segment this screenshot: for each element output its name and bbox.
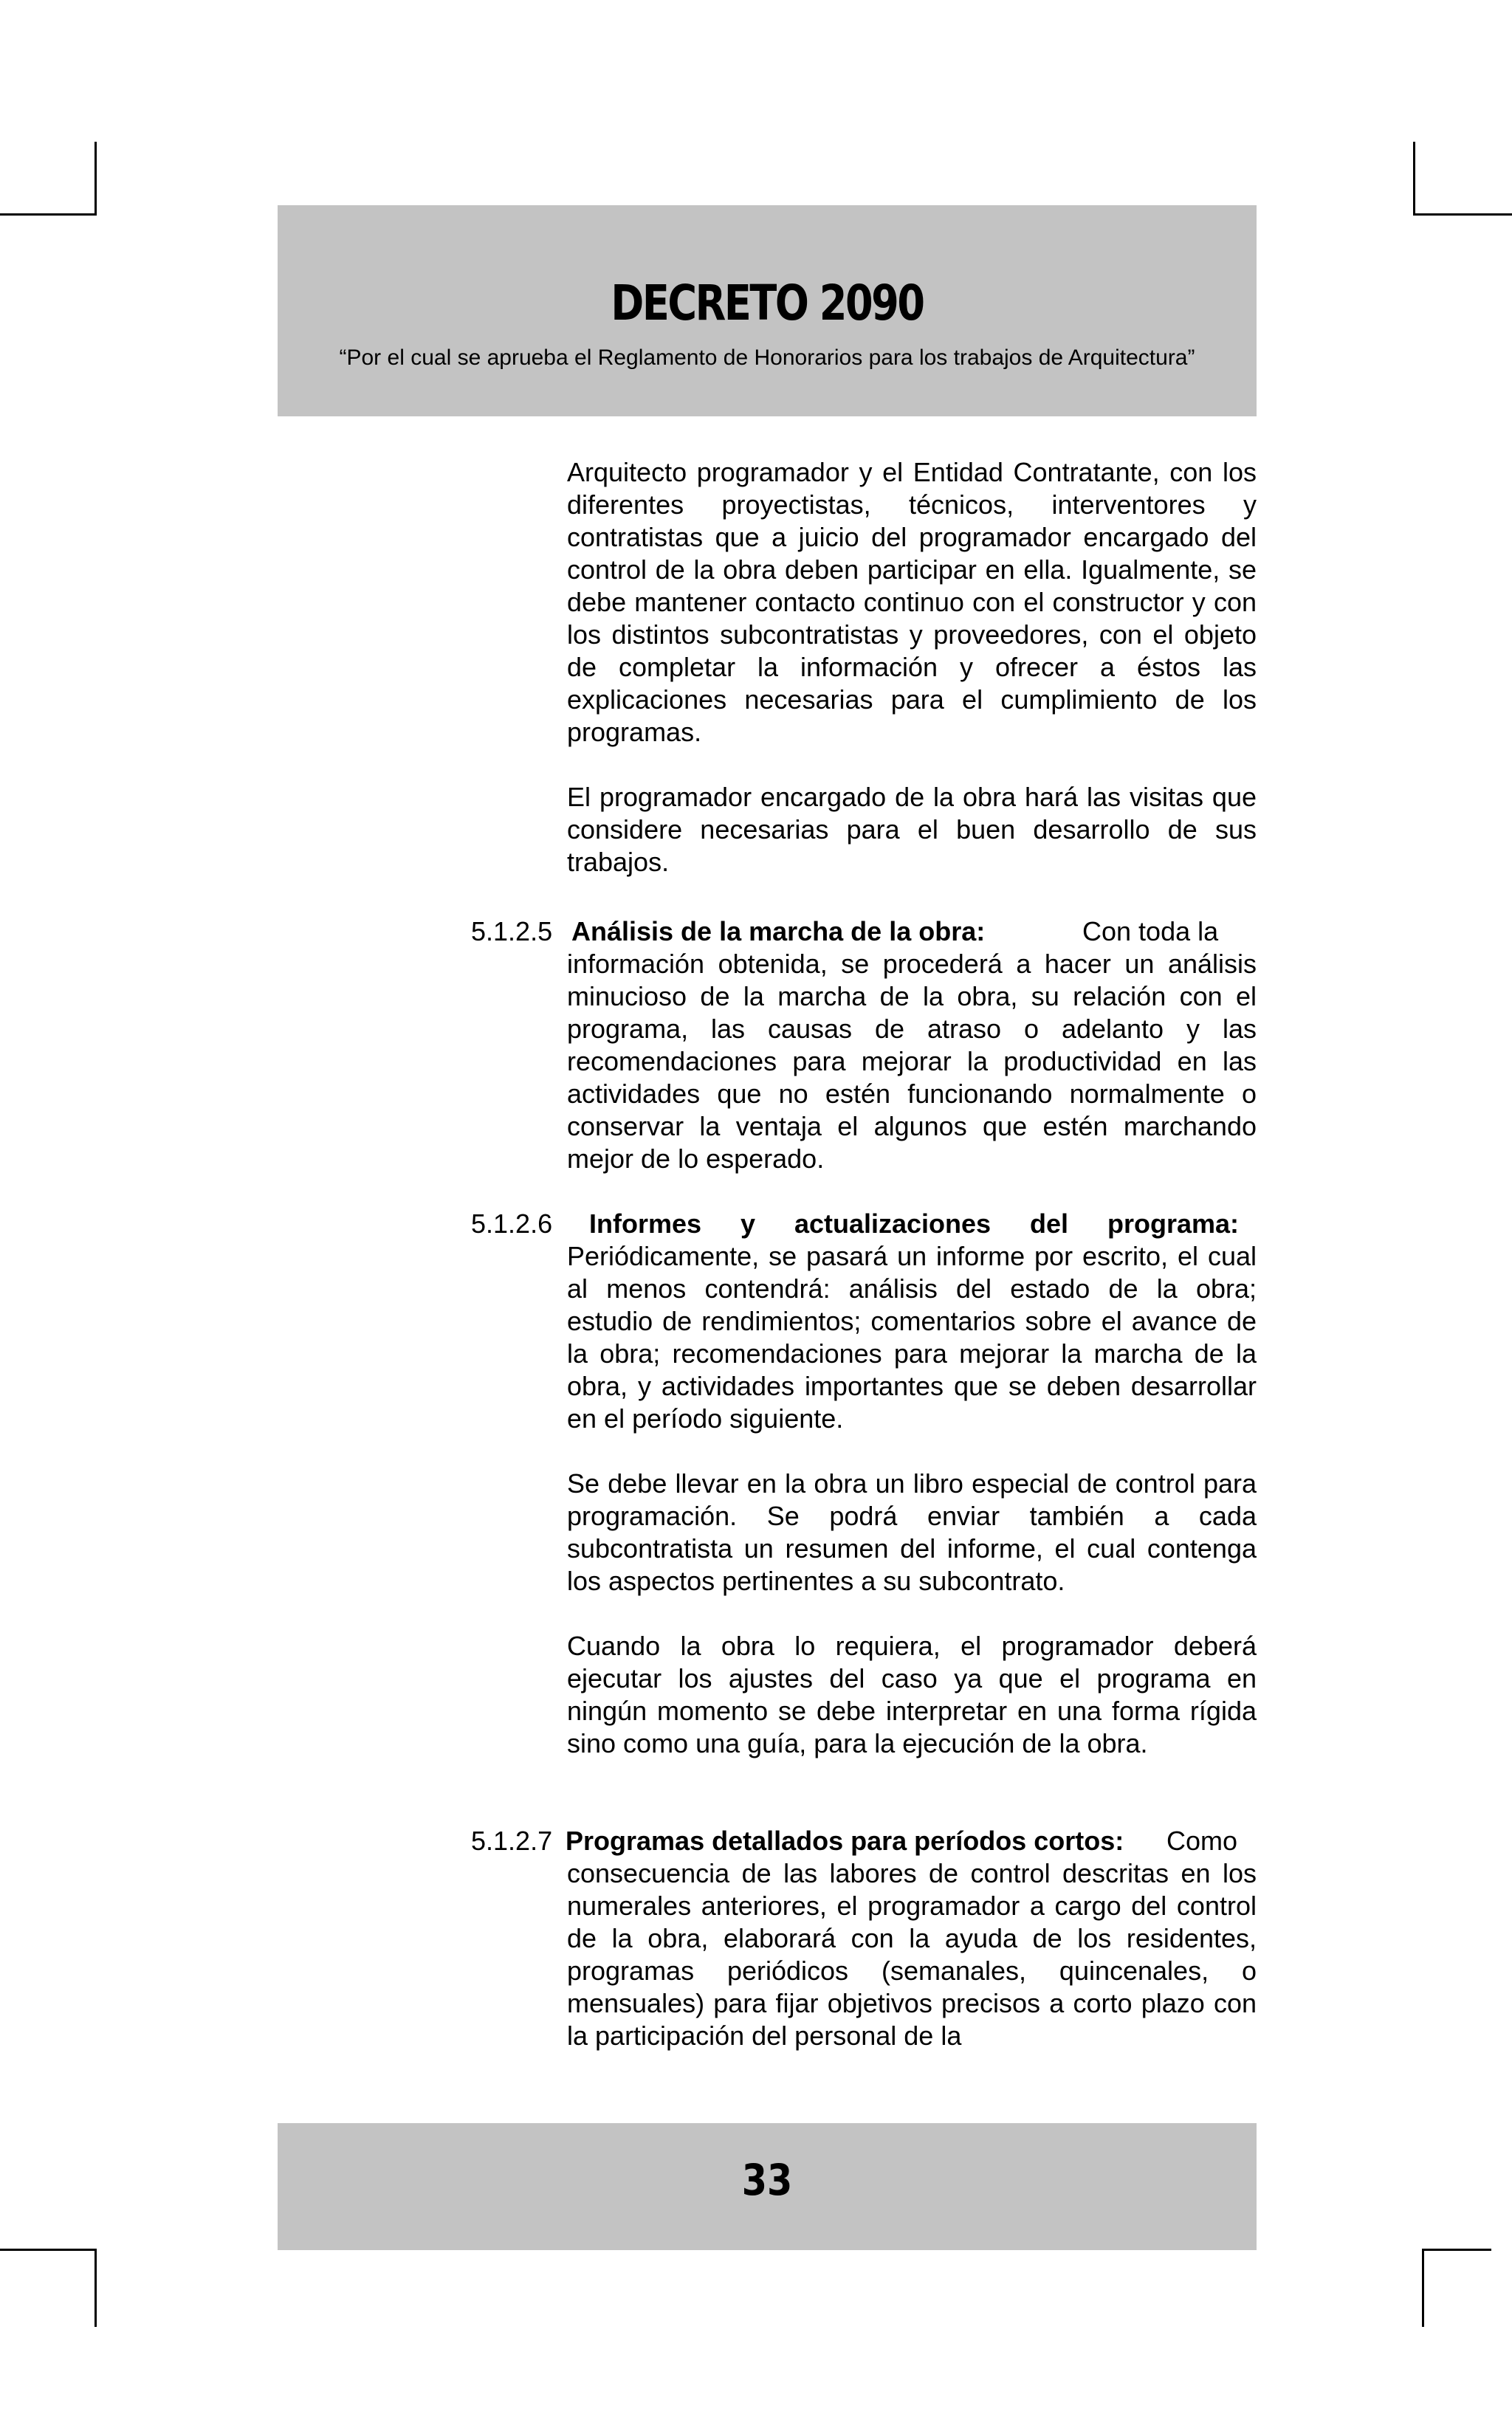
crop-mark-bottom-left-vertical [94, 2249, 97, 2327]
crop-mark-bottom-right-horizontal [1422, 2249, 1491, 2251]
section-body: información obtenida, se procederá a hacer un análisis minucioso de la marcha de la obra, su relación con el programa, las causas de atraso o adelanto y las recomendaciones para mejorar la productividad en las actividades que no estén funcionando normalmente o conservar la ventaja el algunos que estén marchando mejor de lo esperado. [567, 949, 1257, 1174]
section-title: Informes y actualizaciones del programa: [589, 1208, 1239, 1239]
crop-mark-bottom-left-horizontal [0, 2249, 97, 2251]
section-number: 5.1.2.7 [471, 1826, 553, 1856]
section-body: consecuencia de las labores de control descritas en los numerales anteriores, el programador a cargo del control de la obra, elaborará con la ayuda de los residentes, programas periódicos (semanales, quincenales, o mensuales) para fijar objetivos precisos a corto plazo con la participación del personal de la [567, 1858, 1257, 2051]
section-lead-text: Con toda la [1082, 916, 1219, 946]
page-number: 33 [741, 2155, 793, 2205]
crop-mark-top-right-horizontal [1413, 213, 1512, 216]
section-number: 5.1.2.6 [471, 1208, 553, 1239]
section-lead-text: Como [1166, 1826, 1238, 1856]
section-title: Programas detallados para períodos cortos: [566, 1826, 1124, 1856]
body-paragraph-1: Arquitecto programador y el Entidad Contratante, con los diferentes proyectistas, técnicos, interventores y contratistas que a juicio del programador encargado del control de la obra deben participar en ella. Igualmente, se debe mantener contacto continuo con el constructor y con los distintos subcontratistas y proveedores, con el objeto de completar la información y ofrecer a éstos las explicaciones necesarias para el cumplimiento de los programas. [567, 457, 1257, 747]
section-number: 5.1.2.5 [471, 916, 553, 946]
crop-mark-bottom-right-vertical [1422, 2249, 1424, 2327]
section-title: Análisis de la marcha de la obra: [571, 916, 986, 946]
section-heading [566, 1825, 1124, 1857]
footer-band [278, 2123, 1257, 2250]
crop-mark-top-left-horizontal [0, 213, 97, 216]
document-subtitle: “Por el cual se aprueba el Reglamento de Honorarios para los trabajos de Arquitectura” [339, 345, 1195, 370]
header-band [278, 205, 1257, 416]
document-title: DECRETO 2090 [611, 275, 924, 331]
section-heading [589, 1208, 1239, 1240]
section-body-3: Cuando la obra lo requiera, el programador deberá ejecutar los ajustes del caso ya que el programa en ningún momento se debe interpretar en una forma rígida sino como una guía, para la ejecución de la obra. [567, 1631, 1257, 1758]
section-heading [571, 915, 985, 948]
section-body: Periódicamente, se pasará un informe por escrito, el cual al menos contendrá: análisis del estado de la obra; estudio de rendimientos; comentarios sobre el avance de la obra; recomendaciones para mejorar la marcha de la obra, y actividades importantes que se deben desarrollar en el período siguiente. [567, 1241, 1257, 1434]
crop-mark-top-right-vertical [1413, 142, 1415, 216]
crop-mark-top-left-vertical [94, 142, 97, 216]
body-paragraph-2: El programador encargado de la obra hará las visitas que considere necesarias para el buen desarrollo de sus trabajos. [567, 782, 1257, 877]
section-body-2: Se debe llevar en la obra un libro especial de control para programación. Se podrá enviar también a cada subcontratista un resumen del informe, el cual contenga los aspectos pertinentes a su subcontrato. [567, 1468, 1257, 1596]
